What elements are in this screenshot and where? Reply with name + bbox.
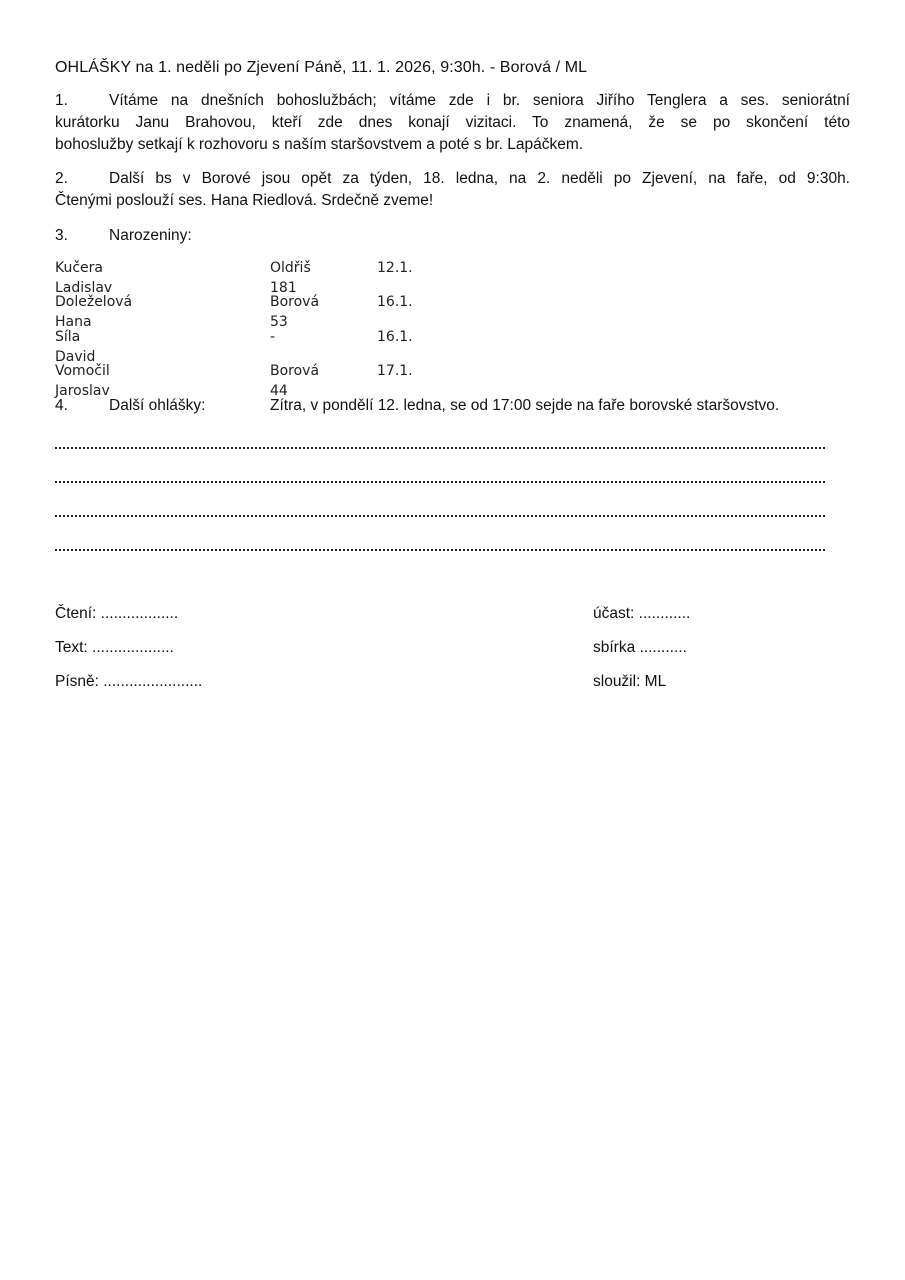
announcement-1-line-3: bohoslužby setkají k rozhovoru s naším staršovstvem a poté s br. Lapáčkem. <box>55 136 584 153</box>
footer-collection-field: sbírka ........... <box>593 639 687 656</box>
announcement-1 <box>55 90 850 156</box>
item-number: 3. <box>55 227 68 244</box>
item-number: 1. <box>55 92 68 109</box>
other-announcements-text: Zítra, v pondělí 12. ledna, se od 17:00 sejde na faře borovské staršovstvo. <box>270 397 780 414</box>
birthday-date: 16.1. <box>377 294 413 311</box>
announcement-1-line-2: kurátorku Janu Brahovou, kteří zde dnes konají vizitaci. To znamená, že se po skončení této <box>55 114 850 131</box>
announcement-4 <box>55 396 779 416</box>
birthday-name: Vomočil Jaroslav <box>55 362 110 399</box>
blank-fill-line <box>55 447 825 449</box>
item-text: Vítáme na dnešních bohoslužbách; vítáme zde i br. seniora Jiřího Tenglera a ses. seniorátní <box>109 92 850 109</box>
footer-attendance-field: účast: ............ <box>593 605 691 622</box>
announcement-2 <box>55 168 850 212</box>
birthdays-heading: Narozeniny: <box>109 227 192 244</box>
birthday-date: 12.1. <box>377 260 413 276</box>
item-text: Další bs v Borové jsou opět za týden, 18. ledna, na 2. neděli po Zjevení, na faře, od 9:30h. <box>109 170 850 187</box>
birthday-address: Borová 53 <box>270 294 320 331</box>
item-number: 4. <box>55 397 68 414</box>
footer-left <box>55 604 202 706</box>
birthday-name: Doleželová Hana <box>55 294 133 331</box>
page-title: OHLÁŠKY na 1. neděli po Zjevení Páně, 11. 1. 2026, 9:30h. - Borová / ML <box>55 59 588 76</box>
announcement-1-line-1 <box>55 90 850 112</box>
birthday-name: Kučera Ladislav <box>55 260 113 296</box>
birthday-address: Borová 44 <box>270 362 320 399</box>
footer-right <box>593 604 690 706</box>
birthday-date: 16.1. <box>377 328 413 345</box>
birthday-address: Oldřiš 181 <box>270 260 311 296</box>
blank-fill-line <box>55 549 825 551</box>
footer-served-by-field: sloužil: ML <box>593 673 667 690</box>
footer-reading-field: Čtení: .................. <box>55 605 179 622</box>
other-announcements-label: Další ohlášky: <box>109 397 206 414</box>
item-number: 2. <box>55 170 68 187</box>
footer-text-field: Text: ................... <box>55 639 174 656</box>
footer-songs-field: Písně: ....................... <box>55 673 203 690</box>
birthday-date: 17.1. <box>377 362 413 379</box>
announcement-3-heading <box>55 226 192 246</box>
birthday-address: - <box>270 328 276 345</box>
birthday-name: Síla David <box>55 328 96 365</box>
blank-fill-line <box>55 515 825 517</box>
blank-fill-line <box>55 481 825 483</box>
announcement-2-line-1 <box>55 168 850 190</box>
announcement-2-line-2: Čtenými poslouží ses. Hana Riedlová. Srdečně zveme! <box>55 192 434 209</box>
